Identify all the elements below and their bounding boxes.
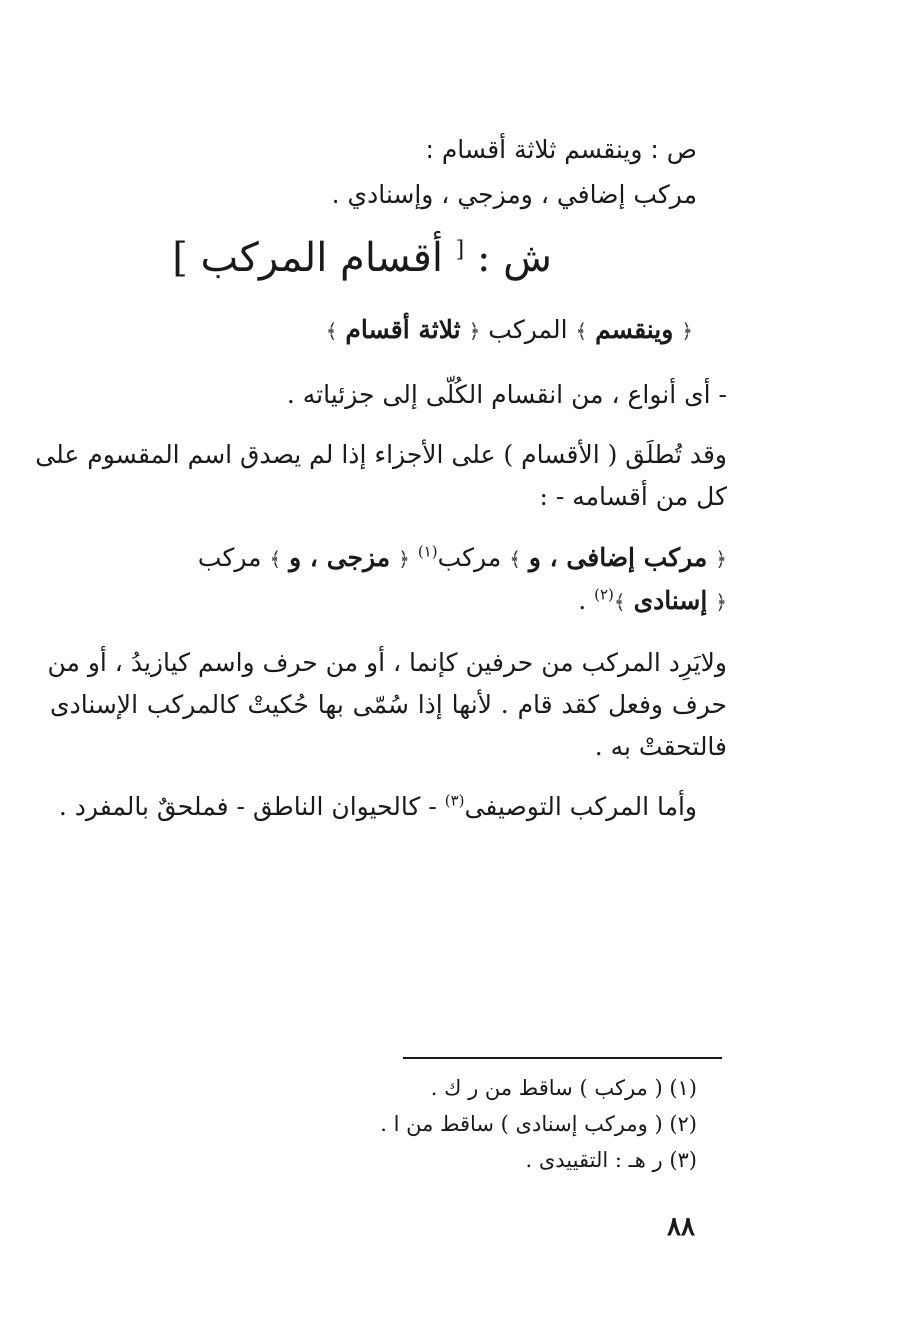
types-seg-4: مركب — [197, 543, 262, 572]
objection-line-2: حرف وفعل كقد قام . لأنها إذا سُمّى بها حُكيتْ كالمركب الإسنادى — [50, 690, 727, 719]
quote-word-1: وينقسم — [595, 315, 674, 344]
quote-word-2: المركب — [488, 315, 568, 344]
ornament-bracket-open-3: ﴿ — [715, 547, 727, 571]
section-heading — [172, 235, 552, 281]
page-number: ٨٨ — [667, 1212, 695, 1242]
matn-line-1 — [425, 135, 697, 164]
footnote-1: (١) ( مركب ) ساقط من ر ك . — [430, 1076, 697, 1100]
ornament-bracket-close-5: ﴾ — [613, 590, 626, 614]
types-seg-5: إسنادى — [633, 586, 708, 615]
descriptive-line — [59, 792, 697, 821]
matn-line-2: مركب إضافي ، ومزجي ، وإسنادي . — [331, 180, 697, 209]
footnote-divider — [403, 1057, 722, 1059]
types-seg-1: مركب إضافى ، و — [528, 543, 708, 572]
matn-label: ص — [666, 135, 697, 164]
types-line-2 — [578, 586, 727, 615]
types-line-1 — [198, 543, 727, 572]
footnote-ref-3: (٣) — [444, 791, 465, 810]
ornament-bracket-close-2: ﴾ — [325, 319, 338, 343]
types-seg-2: مركب — [437, 543, 502, 572]
ornament-bracket-close-4: ﴾ — [269, 547, 282, 571]
quote-line — [326, 315, 693, 344]
descriptive-pre: وأما المركب التوصيفى — [464, 792, 697, 821]
ornament-bracket-close-3: ﴾ — [509, 547, 521, 571]
ornament-bracket-open-4: ﴿ — [398, 547, 410, 571]
objection-line-3: فالتحقتْ به . — [594, 732, 727, 761]
ornament-bracket-open: ﴿ — [681, 319, 693, 343]
definition-line-1: وقد تُطلَق ( الأقسام ) على الأجزاء إذا لم يصدق اسم المقسوم على — [35, 440, 727, 469]
footnote-3: (٣) ر هـ : التقييدى . — [525, 1148, 697, 1172]
definition-line-2: كل من أقسامه - : — [539, 482, 727, 511]
footnote-ref-2: (٢) — [594, 585, 614, 604]
ornament-bracket-open-2: ﴿ — [468, 319, 481, 343]
descriptive-post: - كالحيوان الناطق - فملحقٌ بالمفرد . — [58, 792, 437, 821]
heading-separator: : — [476, 235, 491, 281]
footnote-2: (٢) ( ومركب إسنادى ) ساقط من ا . — [380, 1112, 697, 1136]
heading-label: ش — [503, 235, 552, 281]
types-seg-3: مزجى ، و — [289, 543, 391, 572]
quote-word-3: ثلاثة أقسام — [345, 315, 461, 344]
heading-ref-mark: [ — [455, 237, 465, 263]
matn-text-1: وينقسم ثلاثة أقسام : — [425, 135, 643, 164]
footnote-ref-1: (١) — [417, 542, 438, 561]
ornament-bracket-open-5: ﴿ — [715, 590, 727, 614]
types-end: . — [578, 586, 587, 615]
heading-title: أقسام المركب ] — [172, 235, 443, 281]
objection-line-1: ولايَرِد المركب من حرفين كإنما ، أو من حرف واسم كيازيدُ ، أو من — [47, 648, 727, 677]
ornament-bracket-close: ﴾ — [575, 319, 588, 343]
explanation-line: - أى أنواع ، من انقسام الكُلّى إلى جزئياته . — [286, 380, 727, 409]
matn-separator: : — [650, 135, 659, 164]
